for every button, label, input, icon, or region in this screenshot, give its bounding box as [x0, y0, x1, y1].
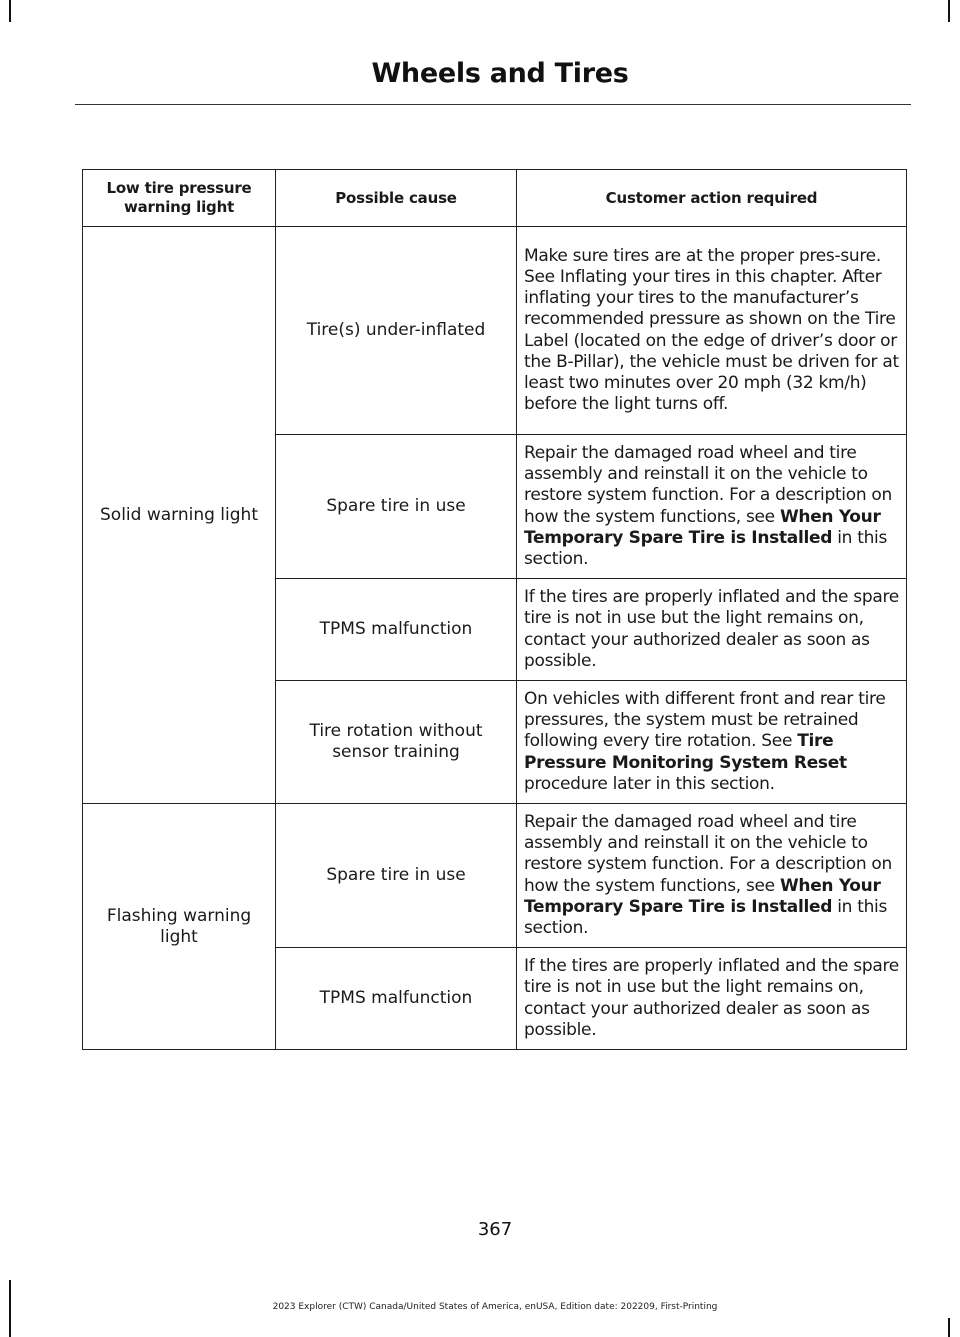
- page-footer: 2023 Explorer (CTW) Canada/United States of America, enUSA, Edition date: 202209, First-Printing: [272, 1302, 718, 1312]
- crop-mark-bottom-right: [948, 1318, 950, 1337]
- header-customer-action: Customer action required: [517, 170, 907, 227]
- action-text: Repair the damaged road wheel and tire assembly and reinstall it on the vehicle to restore system function. For a description on how the system functions, see: [524, 443, 892, 527]
- action-text: in this section.: [524, 896, 888, 939]
- header-rule: [75, 104, 911, 105]
- header-possible-cause: Possible cause: [276, 170, 517, 227]
- action-text: Repair the damaged road wheel and tire assembly and reinstall it on the vehicle to restore system function. For a description on how the system functions, see: [524, 812, 892, 896]
- solid-warning-light-cell: Solid warning light: [83, 227, 276, 804]
- action-text: procedure later in this section.: [524, 773, 775, 794]
- section-reference: When Your Temporary Spare Tire is Installed: [524, 506, 881, 548]
- section-reference: Tire Pressure Monitoring System Reset: [524, 731, 847, 773]
- table-row: [83, 804, 907, 948]
- action-cell: If the tires are properly inflated and the spare tire is not in use but the light remains on, contact your authorized dealer as soon as possible.: [517, 948, 907, 1050]
- action-cell: If the tires are properly inflated and the spare tire is not in use but the light remains on, contact your authorized dealer as soon as possible.: [517, 579, 907, 681]
- page-title: Wheels and Tires: [371, 58, 629, 89]
- page-number: 367: [477, 1219, 513, 1240]
- cause-cell: Tire(s) under-inflated: [276, 227, 517, 435]
- header-warning-light: Low tire pressure warning light: [83, 170, 276, 227]
- action-cell: [517, 681, 907, 804]
- action-cell: Make sure tires are at the proper pres-sure. See Inflating your tires in this chapter. After inflating your tires to the manufacturer’s recommended pressure as shown on the Tire Label (located on the edge of driver’s door or the B-Pillar), the vehicle must be driven for at least two minutes over 20 mph (32 km/h) before the light turns off.: [517, 227, 907, 435]
- tire-pressure-table: [82, 169, 907, 1050]
- crop-mark-top-left: [9, 0, 11, 22]
- action-text: in this section.: [524, 527, 888, 570]
- cause-cell: Spare tire in use: [276, 804, 517, 948]
- action-cell: [517, 435, 907, 579]
- cause-cell: TPMS malfunction: [276, 579, 517, 681]
- cause-cell: Tire rotation without sensor training: [276, 681, 517, 804]
- crop-mark-top-right: [948, 0, 950, 22]
- table-row: [83, 227, 907, 435]
- flashing-warning-light-cell: Flashing warning light: [83, 804, 276, 1050]
- action-text: On vehicles with different front and rear tire pressures, the system must be retrained following every tire rotation. See: [524, 689, 886, 752]
- table-header-row: [83, 170, 907, 227]
- cause-cell: TPMS malfunction: [276, 948, 517, 1050]
- action-cell: [517, 804, 907, 948]
- section-reference: When Your Temporary Spare Tire is Installed: [524, 875, 881, 917]
- cause-cell: Spare tire in use: [276, 435, 517, 579]
